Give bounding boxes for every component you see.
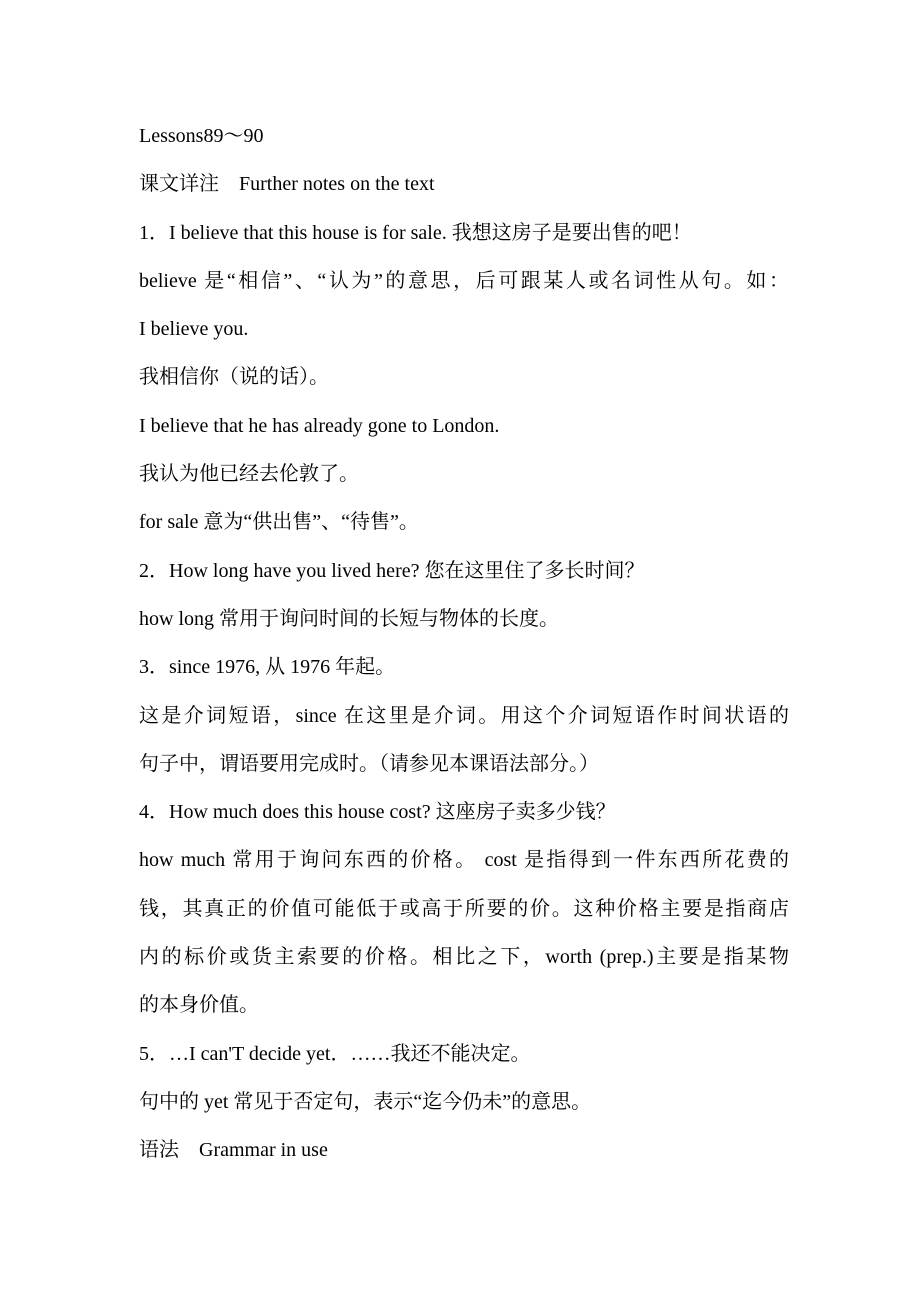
note-4-explanation-end: 的本身价值。	[139, 994, 259, 1017]
note-1-for-sale: for sale 意为“供出售”、“待售”。	[139, 511, 419, 534]
note-3-explanation-cont: 句子中，谓语要用完成时。（请参见本课语法部分。）	[139, 752, 599, 775]
note-3-explanation: 这是介词短语，since 在这里是介词。用这个介词短语作时间状语的	[139, 704, 789, 727]
section-heading-notes: 课文详注 Further notes on the text	[139, 173, 435, 196]
note-5-explanation: 句中的 yet 常见于否定句，表示“迄今仍未”的意思。	[139, 1090, 592, 1113]
note-4-explanation: how much 常用于询问东西的价格。 cost 是指得到一件东西所花费的	[139, 849, 789, 872]
note-5-sentence: 5．…I can'T decide yet．……我还不能决定。	[139, 1042, 531, 1065]
example-translation: 我认为他已经去伦敦了。	[139, 463, 359, 486]
note-3-sentence: 3．since 1976, 从 1976 年起。	[139, 656, 396, 679]
note-1-sentence: 1．I believe that this house is for sale. 我想这房子是要出售的吧！	[139, 221, 692, 244]
note-4-explanation-cont: 钱，其真正的价值可能低于或高于所要的价。这种价格主要是指商店	[139, 897, 789, 920]
lesson-title: Lessons89～90	[139, 125, 264, 147]
example-translation: 我相信你（说的话）。	[139, 366, 329, 389]
note-4-sentence: 4．How much does this house cost? 这座房子卖多少钱？	[139, 801, 616, 824]
note-2-explanation: how long 常用于询问时间的长短与物体的长度。	[139, 607, 559, 630]
note-1-explanation: believe 是“相信”、“认为”的意思，后可跟某人或名词性从句。如：	[139, 269, 789, 292]
note-2-sentence: 2．How long have you lived here? 您在这里住了多长时间？	[139, 559, 645, 582]
section-heading-grammar: 语法 Grammar in use	[139, 1139, 328, 1162]
document-body	[139, 118, 789, 1181]
note-4-explanation-cont: 内的标价或货主索要的价格。相比之下，worth (prep.)主要是指某物	[139, 946, 789, 969]
example-sentence: I believe you.	[139, 318, 249, 341]
example-sentence: I believe that he has already gone to London.	[139, 414, 500, 437]
